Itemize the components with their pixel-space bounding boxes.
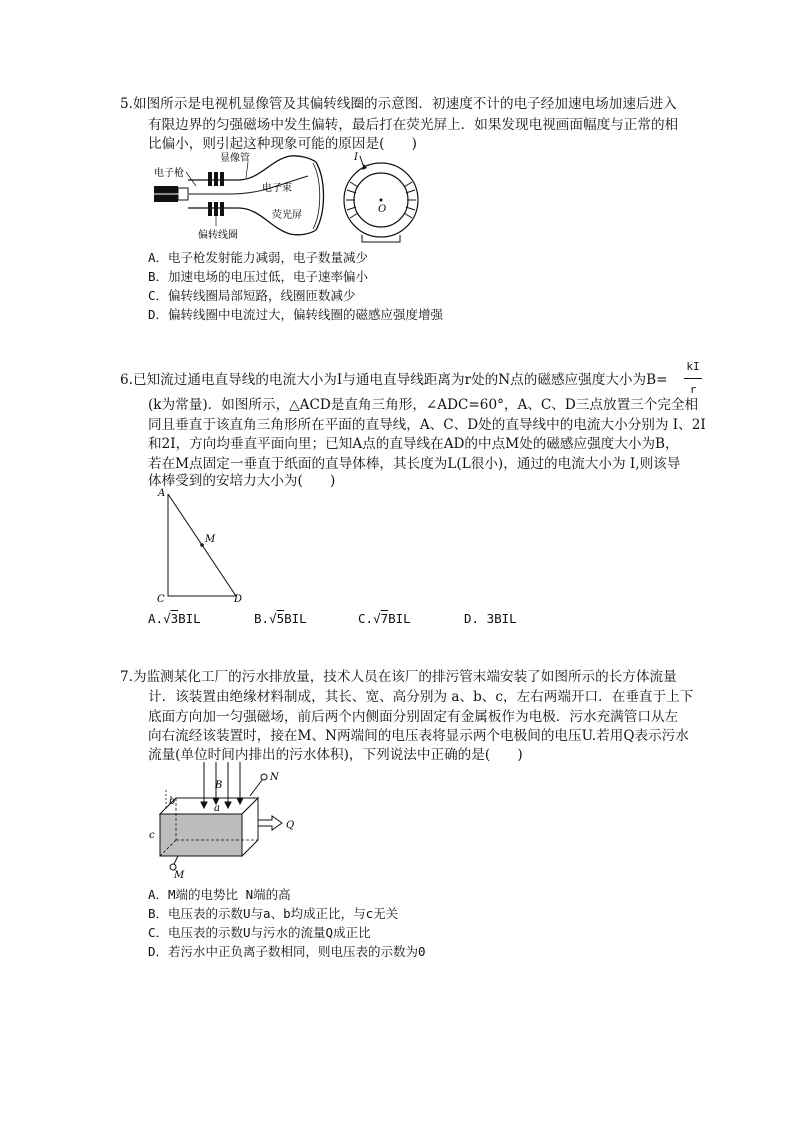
fraction-numerator: kI (686, 360, 700, 373)
q6-option-c[interactable] (358, 611, 411, 626)
q6-stem-line-6: 体棒受到的安培力大小为( ) (148, 473, 336, 489)
q7-stem-line-5: 流量(单位时间内排出的污水体积)，下列说法中正确的是( ) (148, 747, 523, 763)
label-n: N (270, 772, 279, 783)
q6-option-a[interactable] (148, 611, 201, 626)
q5-option-c[interactable]: C．偏转线圈局部短路，线圈匝数减少 (148, 288, 356, 303)
label-c: C (157, 594, 165, 604)
q6-option-d[interactable] (464, 611, 517, 626)
sqrt-sign: √ (269, 611, 277, 626)
q6-stem-line-4: 和2I，方向均垂直平面向里；已知A点的直导线在AD的中点M处的磁感应强度大小为B， (148, 436, 679, 452)
option-letter: A. (148, 611, 164, 626)
q7-option-d[interactable]: D．若污水中正负离子数相同，则电压表的示数为0 (148, 944, 426, 959)
fraction-denominator: r (684, 378, 702, 400)
q5-option-b[interactable]: B．加速电场的电压过低，电子速率偏小 (148, 269, 369, 284)
radicand: 5 (276, 611, 285, 626)
label-screen: 荧光屏 (272, 210, 302, 221)
option-rest: BIL (388, 611, 411, 626)
q5-option-a[interactable]: A．电子枪发射能力减弱，电子数量减少 (148, 250, 369, 265)
label-picture-tube: 显像管 (220, 153, 250, 164)
q7-stem-line-1: 7.为监测某化工厂的污水排放量，技术人员在该厂的排污管末端安装了如图所示的长方体流量 (120, 669, 677, 685)
label-b-field: B (215, 780, 223, 791)
option-letter: B. (254, 611, 270, 626)
triangle-acd-figure (152, 486, 252, 604)
q7-option-a[interactable]: A．M端的电势比 N端的高 (148, 887, 291, 902)
radicand: 7 (380, 611, 389, 626)
option-rest: BIL (178, 611, 201, 626)
label-flow-q: Q (286, 820, 295, 831)
point-m (200, 543, 204, 547)
option-rest: 3BIL (486, 611, 517, 626)
q7-stem-line-4: 向右流经该装置时，接在M、N两端间的电压表将显示两个电极间的电压U.若用Q表示污水 (148, 728, 689, 744)
label-m: M (174, 870, 185, 881)
label-current-i: I (354, 152, 358, 163)
q6-stem-line-1: 6.已知流过通电直导线的电流大小为I与通电直导线距离为r处的N点的磁感应强度大小为B= (120, 372, 668, 388)
option-letter: C. (358, 611, 374, 626)
q6-fraction (684, 356, 702, 400)
flowmeter-box-figure (146, 760, 306, 882)
option-letter: D. (464, 611, 480, 626)
option-rest: BIL (284, 611, 307, 626)
q7-stem-line-2: 计．该装置由绝缘材料制成，其长、宽、高分别为 a、b、c，左右两端开口．在垂直于上下 (148, 689, 694, 705)
q7-option-b[interactable]: B．电压表的示数U与a、b均成正比，与c无关 (148, 906, 399, 921)
label-height-c: c (149, 830, 155, 841)
label-center-o: O (378, 204, 387, 215)
label-a: A (158, 488, 166, 499)
radicand: 3 (170, 611, 179, 626)
sqrt-sign: √ (163, 611, 171, 626)
q5-option-d[interactable]: D．偏转线圈中电流过大，偏转线圈的磁感应强度增强 (148, 307, 444, 322)
label-length-a: a (214, 803, 220, 814)
q5-stem-line-2: 有限边界的匀强磁场中发生偏转，最后打在荧光屏上．如果发现电视画面幅度与正常的相 (148, 117, 679, 133)
q6-option-b[interactable] (254, 611, 307, 626)
q7-stem-line-3: 底面方向加一匀强磁场，前后两个内侧面分别固定有金属板作为电极．污水充满管口从左 (148, 709, 679, 725)
sqrt-sign: √ (373, 611, 381, 626)
label-width-b: b (169, 796, 176, 807)
label-m: M (205, 534, 216, 545)
q6-stem-line-2: (k为常量)．如图所示，△ACD是直角三角形，∠ADC=60°，A、C、D三点放置三个完全相 (148, 397, 699, 413)
q5-stem-line-3: 比偏小，则引起这种现象可能的原因是( ) (148, 136, 417, 152)
q7-option-c[interactable]: C．电压表的示数U与污水的流量Q成正比 (148, 925, 371, 940)
coil-cross-section-figure (338, 150, 428, 246)
label-electron-beam: 电子束 (262, 183, 292, 194)
q6-stem-line-5: 若在M点固定一垂直于纸面的直导体棒，其长度为L(L很小)，通过的电流大小为 I,则该导 (148, 456, 681, 472)
label-electron-gun: 电子枪 (154, 168, 184, 179)
crt-tube-figure (150, 150, 340, 242)
q6-stem-line-3: 同且垂直于该直角三角形所在平面的直导线，A、C、D处的直导线中的电流大小分别为 I、2I (148, 417, 706, 433)
q5-stem-line-1: 5.如图所示是电视机显像管及其偏转线圈的示意图．初速度不计的电子经加速电场加速后进入 (120, 96, 677, 112)
label-deflection-coil: 偏转线圈 (198, 230, 238, 241)
label-d: D (234, 594, 243, 604)
